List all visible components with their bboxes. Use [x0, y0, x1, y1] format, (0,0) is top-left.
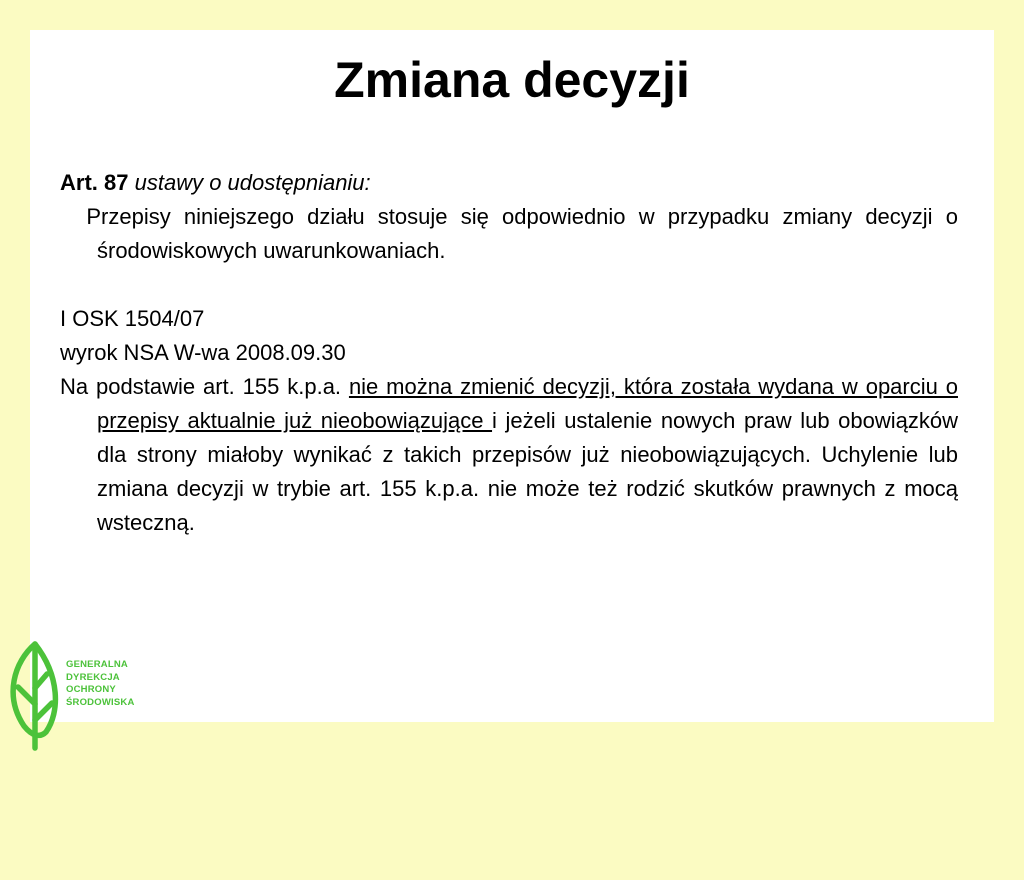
spacer: [60, 268, 958, 302]
logo-line: ŚRODOWISKA: [66, 696, 135, 708]
ruling-text: [60, 370, 958, 540]
article-heading: [60, 166, 958, 200]
article-text: [60, 200, 958, 268]
logo-line: DYREKCJA: [66, 671, 120, 683]
logo-line: GENERALNA: [66, 659, 128, 670]
logo-text: [66, 659, 135, 709]
case-number: I OSK 1504/07: [60, 306, 205, 331]
slide-title: Zmiana decyzji: [334, 52, 690, 108]
ruling-intro: Na podstawie art. 155 k.p.a.: [60, 374, 349, 399]
article-source: ustawy o udostępnianiu:: [134, 170, 371, 195]
slide-content: [60, 166, 958, 540]
verdict: wyrok NSA W-wa 2008.09.30: [60, 340, 346, 365]
ruling-rest: i jeżeli ustalenie nowych praw lub obowiązków dla strony miałoby wynikać z takich przepisów już nieobowiązujących. Uchylenie lub zmiana decyzji w trybie art. 155 k.p.a. nie może też rodzić skutków prawnych z mocą wsteczną.: [97, 408, 958, 535]
article-text-content: Przepisy niniejszego działu stosuje się odpowiednio w przypadku zmiany decyzji o środowiskowych uwarunkowaniach.: [86, 204, 958, 263]
logo-line: OCHRONY: [66, 684, 116, 695]
article-label: Art. 87: [60, 170, 129, 195]
ruling-underlined: nie można zmienić decyzji, która została wydana w oparciu o przepisy aktualnie już nieobowiązujące: [97, 374, 958, 433]
